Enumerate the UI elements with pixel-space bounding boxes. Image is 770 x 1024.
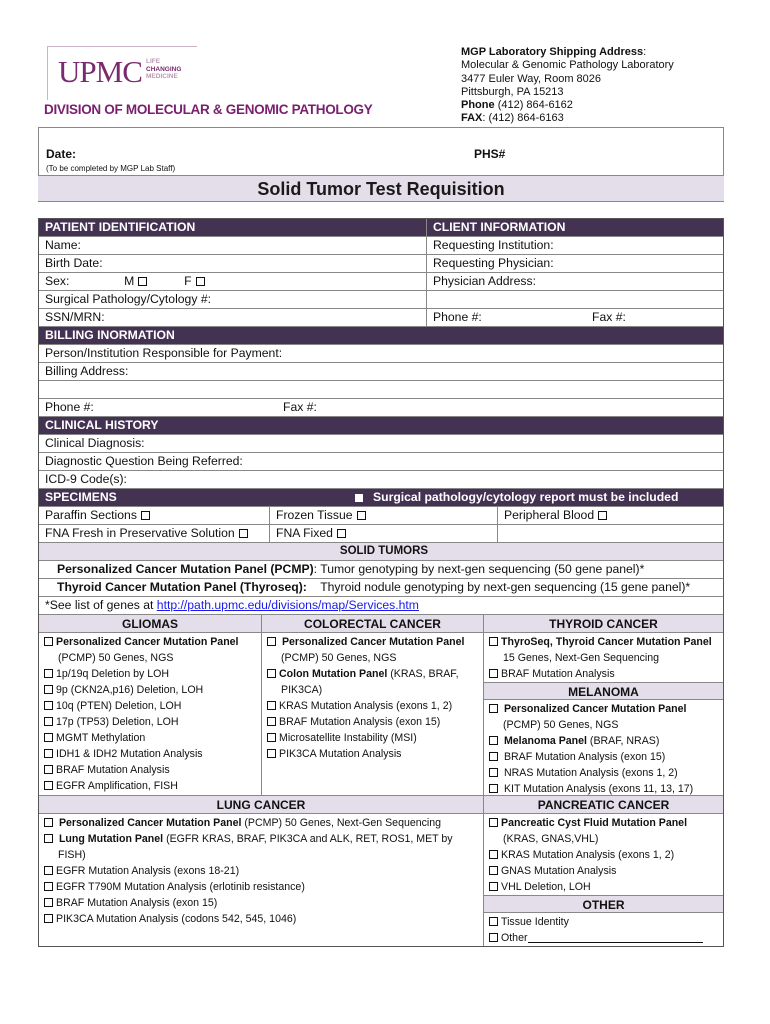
- pancreatic-other-section: PANCREATIC CANCER Pancreatic Cyst Fluid Mutation Panel (KRAS, GNAS,VHL) KRAS Mutation Analysis (exons 1, 2) GNAS Mutation Analysis VHL Deletion, LOH OTHER Tissue Identity Other: [483, 796, 723, 946]
- melanoma-panel-option[interactable]: Melanoma Panel (BRAF, NRAS): [489, 733, 723, 749]
- page-title: Solid Tumor Test Requisition: [38, 175, 724, 202]
- surgical-pathology-field[interactable]: Surgical Pathology/Cytology #:: [45, 292, 211, 306]
- thyroid-melanoma-section: THYROID CANCER ThyroSeq, Thyroid Cancer Mutation Panel 15 Genes, Next-Gen Sequencing BRAF Mutation Analysis MELANOMA Personalized Cancer Mutation Panel (PCMP) 50 Genes, NGS Melanoma Panel (BRAF, NRAS) BRAF Mutation Analysis (exon 15) NRAS Mutation Analysis (exons 1, 2) KIT Mutation Analysis (exons 11, 13, 17): [483, 615, 723, 795]
- colorectal-pcmp-option[interactable]: Personalized Cancer Mutation Panel: [267, 634, 483, 650]
- billing-header: BILLING INORMATION: [39, 327, 723, 344]
- pancreatic-panel-option[interactable]: Pancreatic Cyst Fluid Mutation Panel: [489, 815, 723, 831]
- pcmp-description: Personalized Cancer Mutation Panel (PCMP): Tumor genotyping by next-gen sequencing (50 gene panel)*: [57, 562, 645, 576]
- paraffin-option[interactable]: Paraffin Sections: [39, 507, 269, 524]
- requisition-form: [38, 218, 724, 947]
- sex-field: Sex: M F: [39, 273, 426, 290]
- division-title: DIVISION OF MOLECULAR & GENOMIC PATHOLOGY: [44, 102, 373, 117]
- fna-fixed-checkbox[interactable]: [337, 529, 346, 538]
- sex-m-checkbox[interactable]: [138, 277, 147, 286]
- lung-test-option[interactable]: EGFR Mutation Analysis (exons 18-21): [44, 863, 483, 879]
- report-note: Surgical pathology/cytology report must be included: [349, 489, 723, 506]
- other-text-field[interactable]: [528, 932, 703, 943]
- client-fax-field[interactable]: Fax #:: [592, 310, 626, 324]
- gliomas-test-option[interactable]: EGFR Amplification, FISH: [44, 778, 261, 794]
- report-included-checkbox[interactable]: [355, 494, 363, 502]
- date-note: (To be completed by MGP Lab Staff): [46, 164, 176, 173]
- phs-field[interactable]: PHS#: [474, 147, 506, 161]
- fna-fixed-option[interactable]: FNA Fixed: [269, 525, 497, 542]
- gliomas-pcmp-option[interactable]: Personalized Cancer Mutation Panel: [44, 634, 261, 650]
- melanoma-test-option[interactable]: NRAS Mutation Analysis (exons 1, 2): [489, 765, 723, 781]
- patient-name-field[interactable]: Name:: [45, 238, 81, 252]
- birth-date-field[interactable]: Birth Date:: [45, 256, 103, 270]
- ssn-mrn-field[interactable]: SSN/MRN:: [45, 310, 105, 324]
- melanoma-test-option[interactable]: KIT Mutation Analysis (exons 11, 13, 17): [489, 781, 723, 797]
- solid-tumors-header: SOLID TUMORS: [39, 543, 723, 560]
- frozen-option[interactable]: Frozen Tissue: [269, 507, 497, 524]
- lung-pcmp-option[interactable]: Personalized Cancer Mutation Panel (PCMP) 50 Genes, Next-Gen Sequencing: [44, 815, 483, 831]
- other-option[interactable]: Other: [489, 930, 723, 946]
- logo-tagline: LIFE CHANGING MEDICINE: [146, 58, 182, 80]
- blood-checkbox[interactable]: [598, 511, 607, 520]
- requesting-physician-field[interactable]: Requesting Physician:: [426, 255, 723, 272]
- diagnostic-question-field[interactable]: Diagnostic Question Being Referred:: [45, 454, 243, 468]
- gliomas-section: GLIOMAS Personalized Cancer Mutation Panel (PCMP) 50 Genes, NGS 1p/19q Deletion by LOH 9p (CKN2A,p16) Deletion, LOH 10q (PTEN) Deletion, LOH 17p (TP53) Deletion, LOH MGMT Methylation IDH1 & IDH2 Mutation Analysis BRAF Mutation Analysis EGFR Amplification, FISH: [39, 615, 261, 795]
- physician-address-line2[interactable]: [426, 291, 723, 308]
- colorectal-test-option[interactable]: PIK3CA Mutation Analysis: [267, 746, 483, 762]
- colorectal-test-option[interactable]: Microsatellite Instability (MSI): [267, 730, 483, 746]
- blood-option[interactable]: Peripheral Blood: [497, 507, 723, 524]
- colorectal-section: COLORECTAL CANCER Personalized Cancer Mutation Panel (PCMP) 50 Genes, NGS Colon Mutation Panel (KRAS, BRAF, PIK3CA) KRAS Mutation Analysis (exons 1, 2) BRAF Mutation Analysis (exon 15) Microsatellite Instability (MSI) PIK3CA Mutation Analysis: [261, 615, 483, 795]
- colon-panel-option[interactable]: Colon Mutation Panel (KRAS, BRAF,: [267, 666, 483, 682]
- lung-panel-option[interactable]: Lung Mutation Panel (EGFR KRAS, BRAF, PIK3CA and ALK, RET, ROS1, MET by: [44, 831, 483, 847]
- payment-responsible-field[interactable]: Person/Institution Responsible for Payment:: [45, 346, 283, 360]
- thyroid-test-option[interactable]: BRAF Mutation Analysis: [489, 666, 723, 682]
- client-phone-field[interactable]: Phone #:: [426, 309, 586, 326]
- specimens-header: SPECIMENS: [39, 489, 349, 506]
- lung-test-option[interactable]: BRAF Mutation Analysis (exon 15): [44, 895, 483, 911]
- date-box: [38, 127, 724, 176]
- thyroseq-description: Thyroid Cancer Mutation Panel (Thyroseq): Thyroid nodule genotyping by next-gen sequencing (15 gene panel)*: [57, 580, 691, 594]
- lung-test-option[interactable]: EGFR T790M Mutation Analysis (erlotinib resistance): [44, 879, 483, 895]
- melanoma-test-option[interactable]: BRAF Mutation Analysis (exon 15): [489, 749, 723, 765]
- gliomas-test-option[interactable]: 9p (CKN2A,p16) Deletion, LOH: [44, 682, 261, 698]
- frozen-checkbox[interactable]: [357, 511, 366, 520]
- clinical-diagnosis-field[interactable]: Clinical Diagnosis:: [45, 436, 145, 450]
- fna-fresh-option[interactable]: FNA Fresh in Preservative Solution: [39, 525, 269, 542]
- pancreatic-test-option[interactable]: VHL Deletion, LOH: [489, 879, 723, 895]
- gliomas-test-option[interactable]: 10q (PTEN) Deletion, LOH: [44, 698, 261, 714]
- patient-header: PATIENT IDENTIFICATION: [39, 219, 426, 236]
- pancreatic-test-option[interactable]: KRAS Mutation Analysis (exons 1, 2): [489, 847, 723, 863]
- paraffin-checkbox[interactable]: [141, 511, 150, 520]
- upmc-logo: UPMC: [58, 54, 142, 89]
- sex-f-checkbox[interactable]: [196, 277, 205, 286]
- tissue-identity-option[interactable]: Tissue Identity: [489, 914, 723, 930]
- billing-fax-field[interactable]: Fax #:: [283, 400, 317, 414]
- lung-test-option[interactable]: PIK3CA Mutation Analysis (codons 542, 545, 1046): [44, 911, 483, 927]
- shipping-address: MGP Laboratory Shipping Address: Molecular & Genomic Pathology Laboratory 3477 Euler Way, Room 8026 Pittsburgh, PA 15213 Phone (412) 864-6162 FAX: (412) 864-6163: [461, 46, 674, 125]
- gliomas-test-option[interactable]: MGMT Methylation: [44, 730, 261, 746]
- date-field[interactable]: Date:: [46, 147, 77, 161]
- gliomas-test-option[interactable]: IDH1 & IDH2 Mutation Analysis: [44, 746, 261, 762]
- icd9-field[interactable]: ICD-9 Code(s):: [45, 472, 127, 486]
- fna-fresh-checkbox[interactable]: [239, 529, 248, 538]
- thyroseq-option[interactable]: ThyroSeq, Thyroid Cancer Mutation Panel: [489, 634, 723, 650]
- gliomas-test-option[interactable]: BRAF Mutation Analysis: [44, 762, 261, 778]
- physician-address-field[interactable]: Physician Address:: [426, 273, 723, 290]
- pancreatic-test-option[interactable]: GNAS Mutation Analysis: [489, 863, 723, 879]
- colorectal-test-option[interactable]: BRAF Mutation Analysis (exon 15): [267, 714, 483, 730]
- melanoma-pcmp-option[interactable]: Personalized Cancer Mutation Panel: [489, 701, 723, 717]
- genes-list-link[interactable]: http://path.upmc.edu/divisions/map/Services.htm: [156, 598, 419, 612]
- billing-address-line2[interactable]: [39, 381, 723, 398]
- colorectal-test-option[interactable]: KRAS Mutation Analysis (exons 1, 2): [267, 698, 483, 714]
- client-header: CLIENT INFORMATION: [426, 219, 723, 236]
- billing-address-field[interactable]: Billing Address:: [45, 364, 129, 378]
- genes-note: *See list of genes at http://path.upmc.edu/divisions/map/Services.htm: [45, 598, 419, 612]
- gliomas-test-option[interactable]: 17p (TP53) Deletion, LOH: [44, 714, 261, 730]
- gliomas-test-option[interactable]: 1p/19q Deletion by LOH: [44, 666, 261, 682]
- billing-phone-field[interactable]: Phone #:: [45, 400, 94, 414]
- clinical-header: CLINICAL HISTORY: [39, 417, 723, 434]
- lung-section: LUNG CANCER Personalized Cancer Mutation Panel (PCMP) 50 Genes, Next-Gen Sequencing Lung Mutation Panel (EGFR KRAS, BRAF, PIK3CA and ALK, RET, ROS1, MET by FISH) EGFR Mutation Analysis (exons 18-21) EGFR T790M Mutation Analysis (erlotinib resistance) BRAF Mutation Analysis (exon 15) PIK3CA Mutation Analysis (codons 542, 545, 1046): [39, 796, 483, 946]
- requesting-institution-field[interactable]: Requesting Institution:: [426, 237, 723, 254]
